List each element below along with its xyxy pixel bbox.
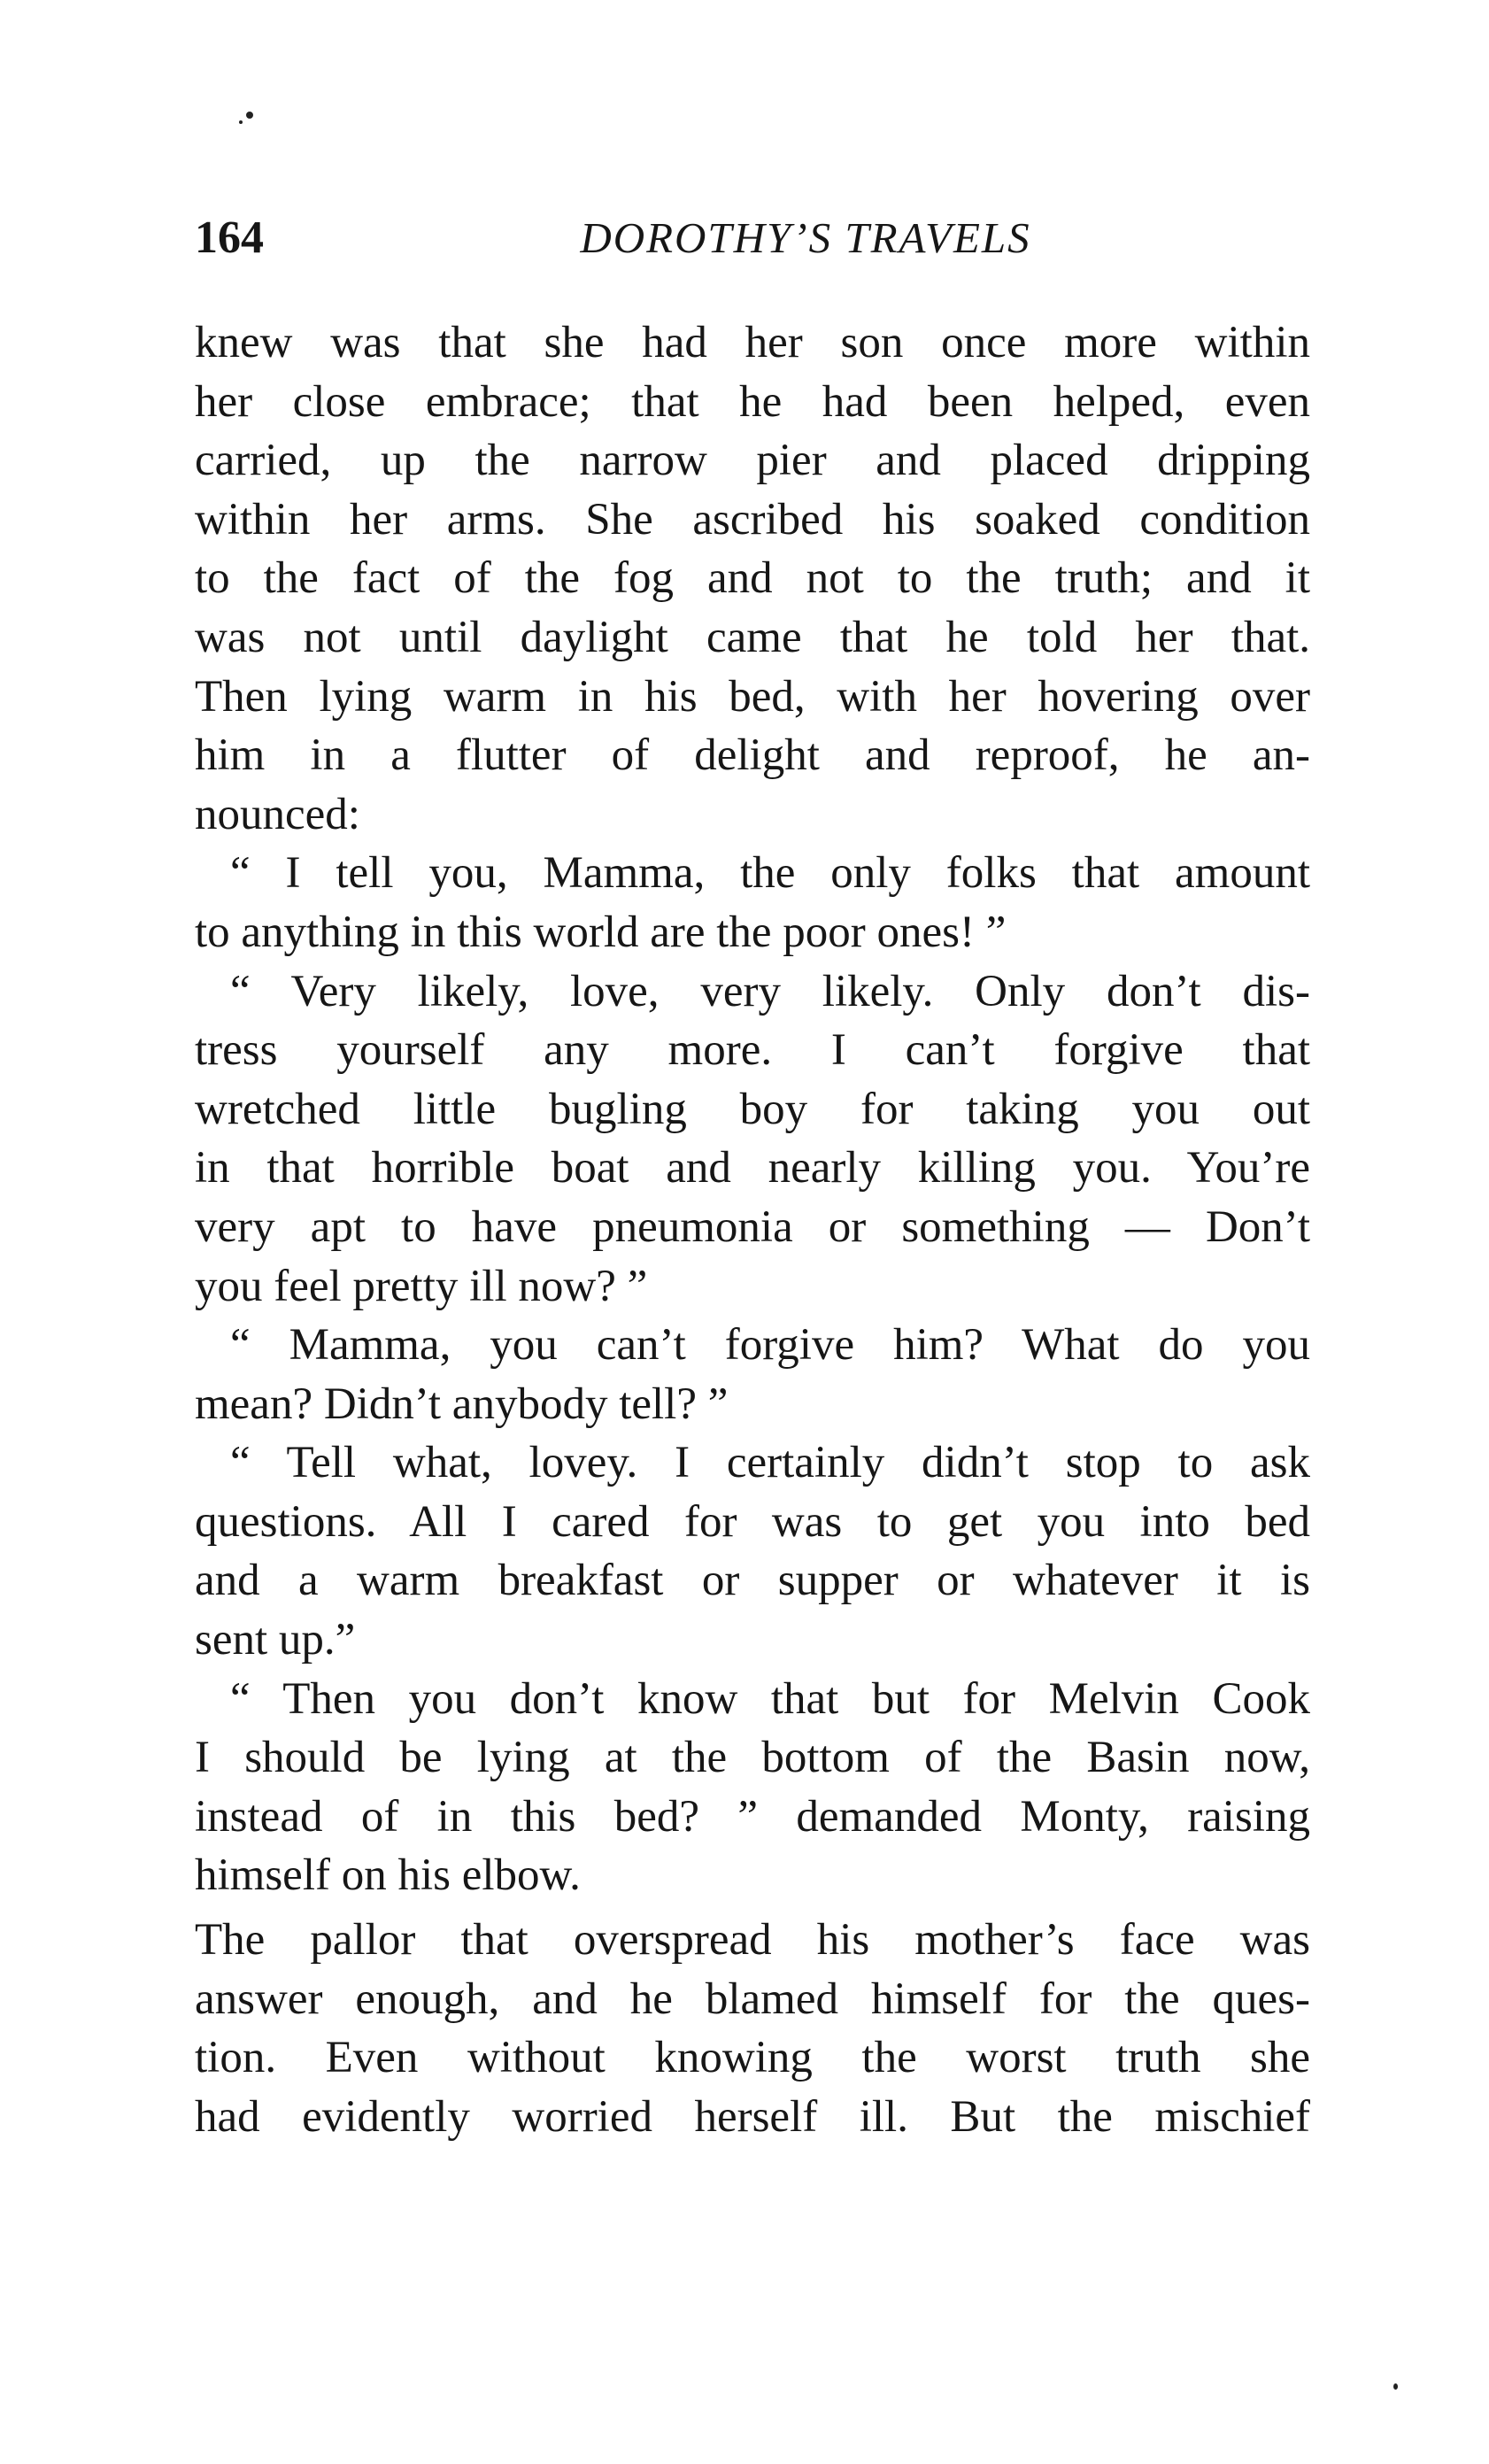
text-line: “ Tell what, lovey. I certainly didn’t stop to ask: [230, 1438, 1310, 1488]
text-line: questions. All I cared for was to get you into bed: [195, 1496, 1310, 1547]
paragraph: [195, 962, 1310, 1317]
text-line: tress yourself any more. I can’t forgive that: [195, 1025, 1310, 1076]
text-line: nounced:: [195, 789, 360, 839]
paragraph: [195, 313, 1310, 844]
text-line: The pallor that overspread his mother’s face was: [195, 1915, 1310, 1966]
text-line: himself on his elbow.: [195, 1850, 581, 1901]
text-line: “ Mamma, you can’t forgive him? What do you: [230, 1320, 1310, 1371]
text-line: within her arms. She ascribed his soaked condition: [195, 494, 1310, 545]
text-line: instead of in this bed? ” demanded Monty, raising: [195, 1791, 1310, 1842]
text-line: “ I tell you, Mamma, the only folks that amount: [230, 848, 1310, 899]
text-line: sent up.”: [195, 1615, 356, 1665]
page-number: 164: [195, 212, 264, 263]
text-line: her close embrace; that he had been helped, even: [195, 376, 1310, 427]
paragraph: [195, 1670, 1310, 1905]
text-line: him in a flutter of delight and reproof, he an-: [195, 730, 1310, 781]
text-line: I should be lying at the bottom of the Basin now,: [195, 1733, 1310, 1783]
paragraph: [195, 844, 1310, 962]
paragraph: [195, 1433, 1310, 1669]
text-line: to anything in this world are the poor ones! ”: [195, 907, 1007, 957]
text-line: and a warm breakfast or supper or whatever it is: [195, 1556, 1310, 1606]
text-line: in that horrible boat and nearly killing you. You’re: [195, 1143, 1310, 1193]
body-text: [195, 313, 1310, 2146]
text-line: very apt to have pneumonia or something — Don’t: [195, 1201, 1310, 1252]
page-header: [195, 207, 1310, 269]
text-line: was not until daylight came that he told her that.: [195, 612, 1310, 662]
text-line: wretched little bugling boy for taking you out: [195, 1084, 1310, 1134]
text-line: had evidently worried herself ill. But the mischief: [195, 2091, 1310, 2142]
ink-speck: [1393, 2383, 1398, 2390]
text-line: knew was that she had her son once more within: [195, 318, 1310, 367]
text-line: to the fact of the fog and not to the truth; and it: [195, 553, 1310, 604]
text-line: answer enough, and he blamed himself for the ques-: [195, 1974, 1310, 2024]
paragraph: [195, 1316, 1310, 1433]
text-line: mean? Didn’t anybody tell? ”: [195, 1379, 729, 1429]
running-title: DOROTHY’S TRAVELS: [580, 213, 1031, 262]
ink-speck: [246, 112, 253, 119]
text-line: “ Then you don’t know that but for Melvin Cook: [230, 1673, 1310, 1724]
paragraph: [195, 1911, 1310, 2146]
text-line: “ Very likely, love, very likely. Only don’t dis-: [230, 966, 1310, 1016]
ink-speck: [239, 120, 243, 124]
text-line: tion. Even without knowing the worst truth she: [195, 2033, 1310, 2083]
text-line: carried, up the narrow pier and placed dripping: [195, 436, 1310, 486]
text-line: Then lying warm in his bed, with her hovering over: [195, 671, 1310, 722]
text-line: you feel pretty ill now? ”: [195, 1261, 648, 1311]
